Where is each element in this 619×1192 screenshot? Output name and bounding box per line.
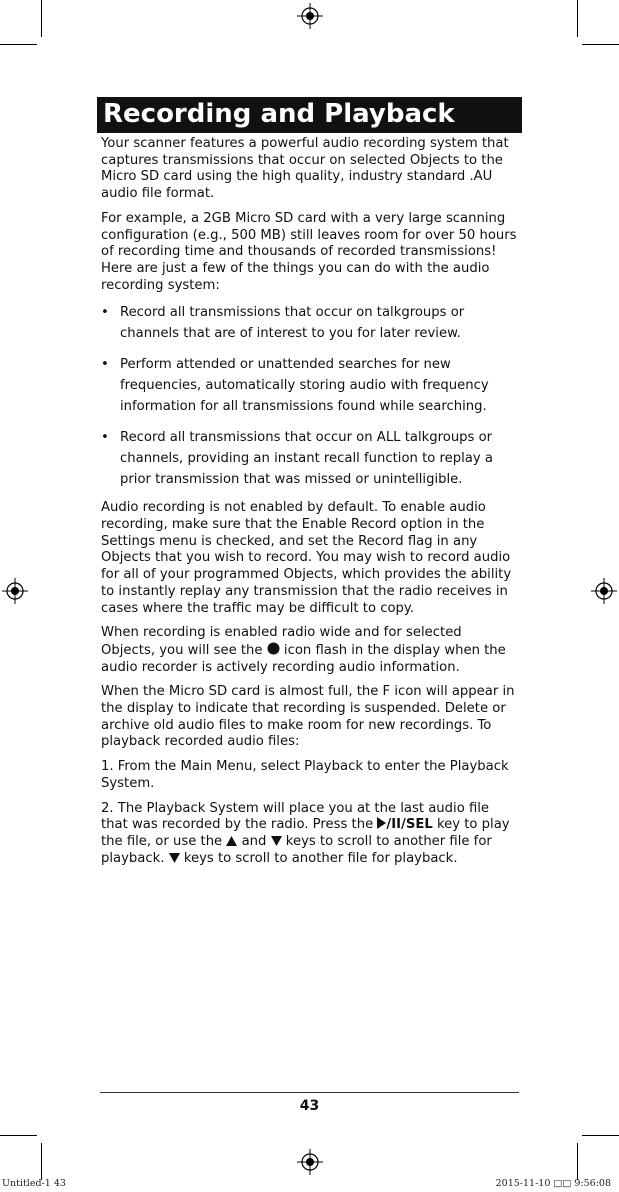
record-dot-icon (267, 642, 280, 655)
slug-right: 2015-11-10 □□ 9:56:08 (495, 1178, 611, 1189)
step2-text-a: 2. The Playback System will place you at the last audio file that was recorded by the radio. Press the (101, 800, 490, 833)
crop-mark-bl-v (41, 1143, 42, 1180)
up-arrow-icon (226, 836, 237, 846)
list-item (101, 427, 519, 490)
footer-divider (100, 1092, 519, 1093)
crop-mark-tl-h (0, 44, 37, 45)
play-pause-select-key: /II/SEL (386, 817, 433, 833)
list-item-text: Perform attended or unattended searches for new frequencies, automatically storing audio with frequency information for all transmissions found while searching. (120, 357, 489, 415)
flash-text-after: icon flash in the display when the audio recorder is actively recording audio information. (101, 642, 506, 675)
paragraph-step1: 1. From the Main Menu, select Playback to enter the Playback System. (101, 759, 509, 791)
crop-mark-bl-h (0, 1135, 37, 1136)
crop-mark-br-h (582, 1135, 619, 1136)
section-title-bar (97, 97, 522, 133)
bullet-marker: • (101, 357, 109, 373)
list-item-text: Record all transmissions that occur on ALL talkgroups or channels, providing an instant recall function to replay a prior transmission that was missed or unintelligible. (120, 430, 493, 488)
down-arrow-icon (169, 853, 180, 863)
page-title: Recording and Playback (103, 99, 455, 129)
paragraph-example: For example, a 2GB Micro SD card with a very large scanning configuration (e.g., 500 MB) still leaves room for over 50 hours of recording time and thousands of recorded transmissions! Here are just a few of the things you can do with the audio recording system: (101, 210, 517, 293)
registration-mark-icon (297, 1149, 323, 1175)
down-arrow-icon (271, 836, 282, 846)
registration-mark-icon (2, 578, 28, 604)
paragraph-flash (101, 625, 519, 676)
list-item (101, 354, 519, 417)
crop-mark-tr-v (577, 0, 578, 37)
page-number: 43 (299, 1098, 320, 1114)
body-text (101, 136, 519, 875)
paragraph-full: When the Micro SD card is almost full, the F icon will appear in the display to indicate that recording is suspended. Delete or archive old audio files to make room for new recordings. To playback recorded audio files: (101, 684, 515, 750)
bullet-marker: • (101, 430, 109, 446)
step2-text-c: keys to scroll to another file for playback. (101, 833, 492, 866)
slug-left: Untitled-1 43 (2, 1178, 66, 1189)
paragraph-step2 (101, 801, 519, 868)
flash-text-before: When recording is enabled radio wide and for selected Objects, you will see the (101, 625, 462, 658)
registration-mark-icon (297, 3, 323, 29)
step2-text-b: key to play the file, or use the (101, 817, 510, 849)
feature-list (101, 302, 519, 490)
list-item-text: Record all transmissions that occur on talkgroups or channels that are of interest to you for later review. (120, 305, 465, 342)
crop-mark-br-v (577, 1143, 578, 1180)
registration-mark-icon (591, 578, 617, 604)
step2-text-and: and (237, 833, 267, 849)
step2-text-d: keys to scroll to another file for playback. (179, 850, 458, 866)
crop-mark-tr-h (582, 44, 619, 45)
crop-mark-tl-v (41, 0, 42, 37)
list-item (101, 302, 519, 344)
paragraph-enable: Audio recording is not enabled by default. To enable audio recording, make sure that the Enable Record option in the Settings menu is checked, and set the Record flag in any Objects that you wish to record. You may wish to record audio for all of your programmed Objects, which provides the ability to instantly replay any transmission that the radio receives in cases where the traffic may be difficult to copy. (101, 500, 512, 616)
paragraph-intro: Your scanner features a powerful audio recording system that captures transmissions that occur on selected Objects to the Micro SD card using the high quality, industry standard .AU audio file format. (101, 136, 509, 202)
bullet-marker: • (101, 305, 109, 321)
